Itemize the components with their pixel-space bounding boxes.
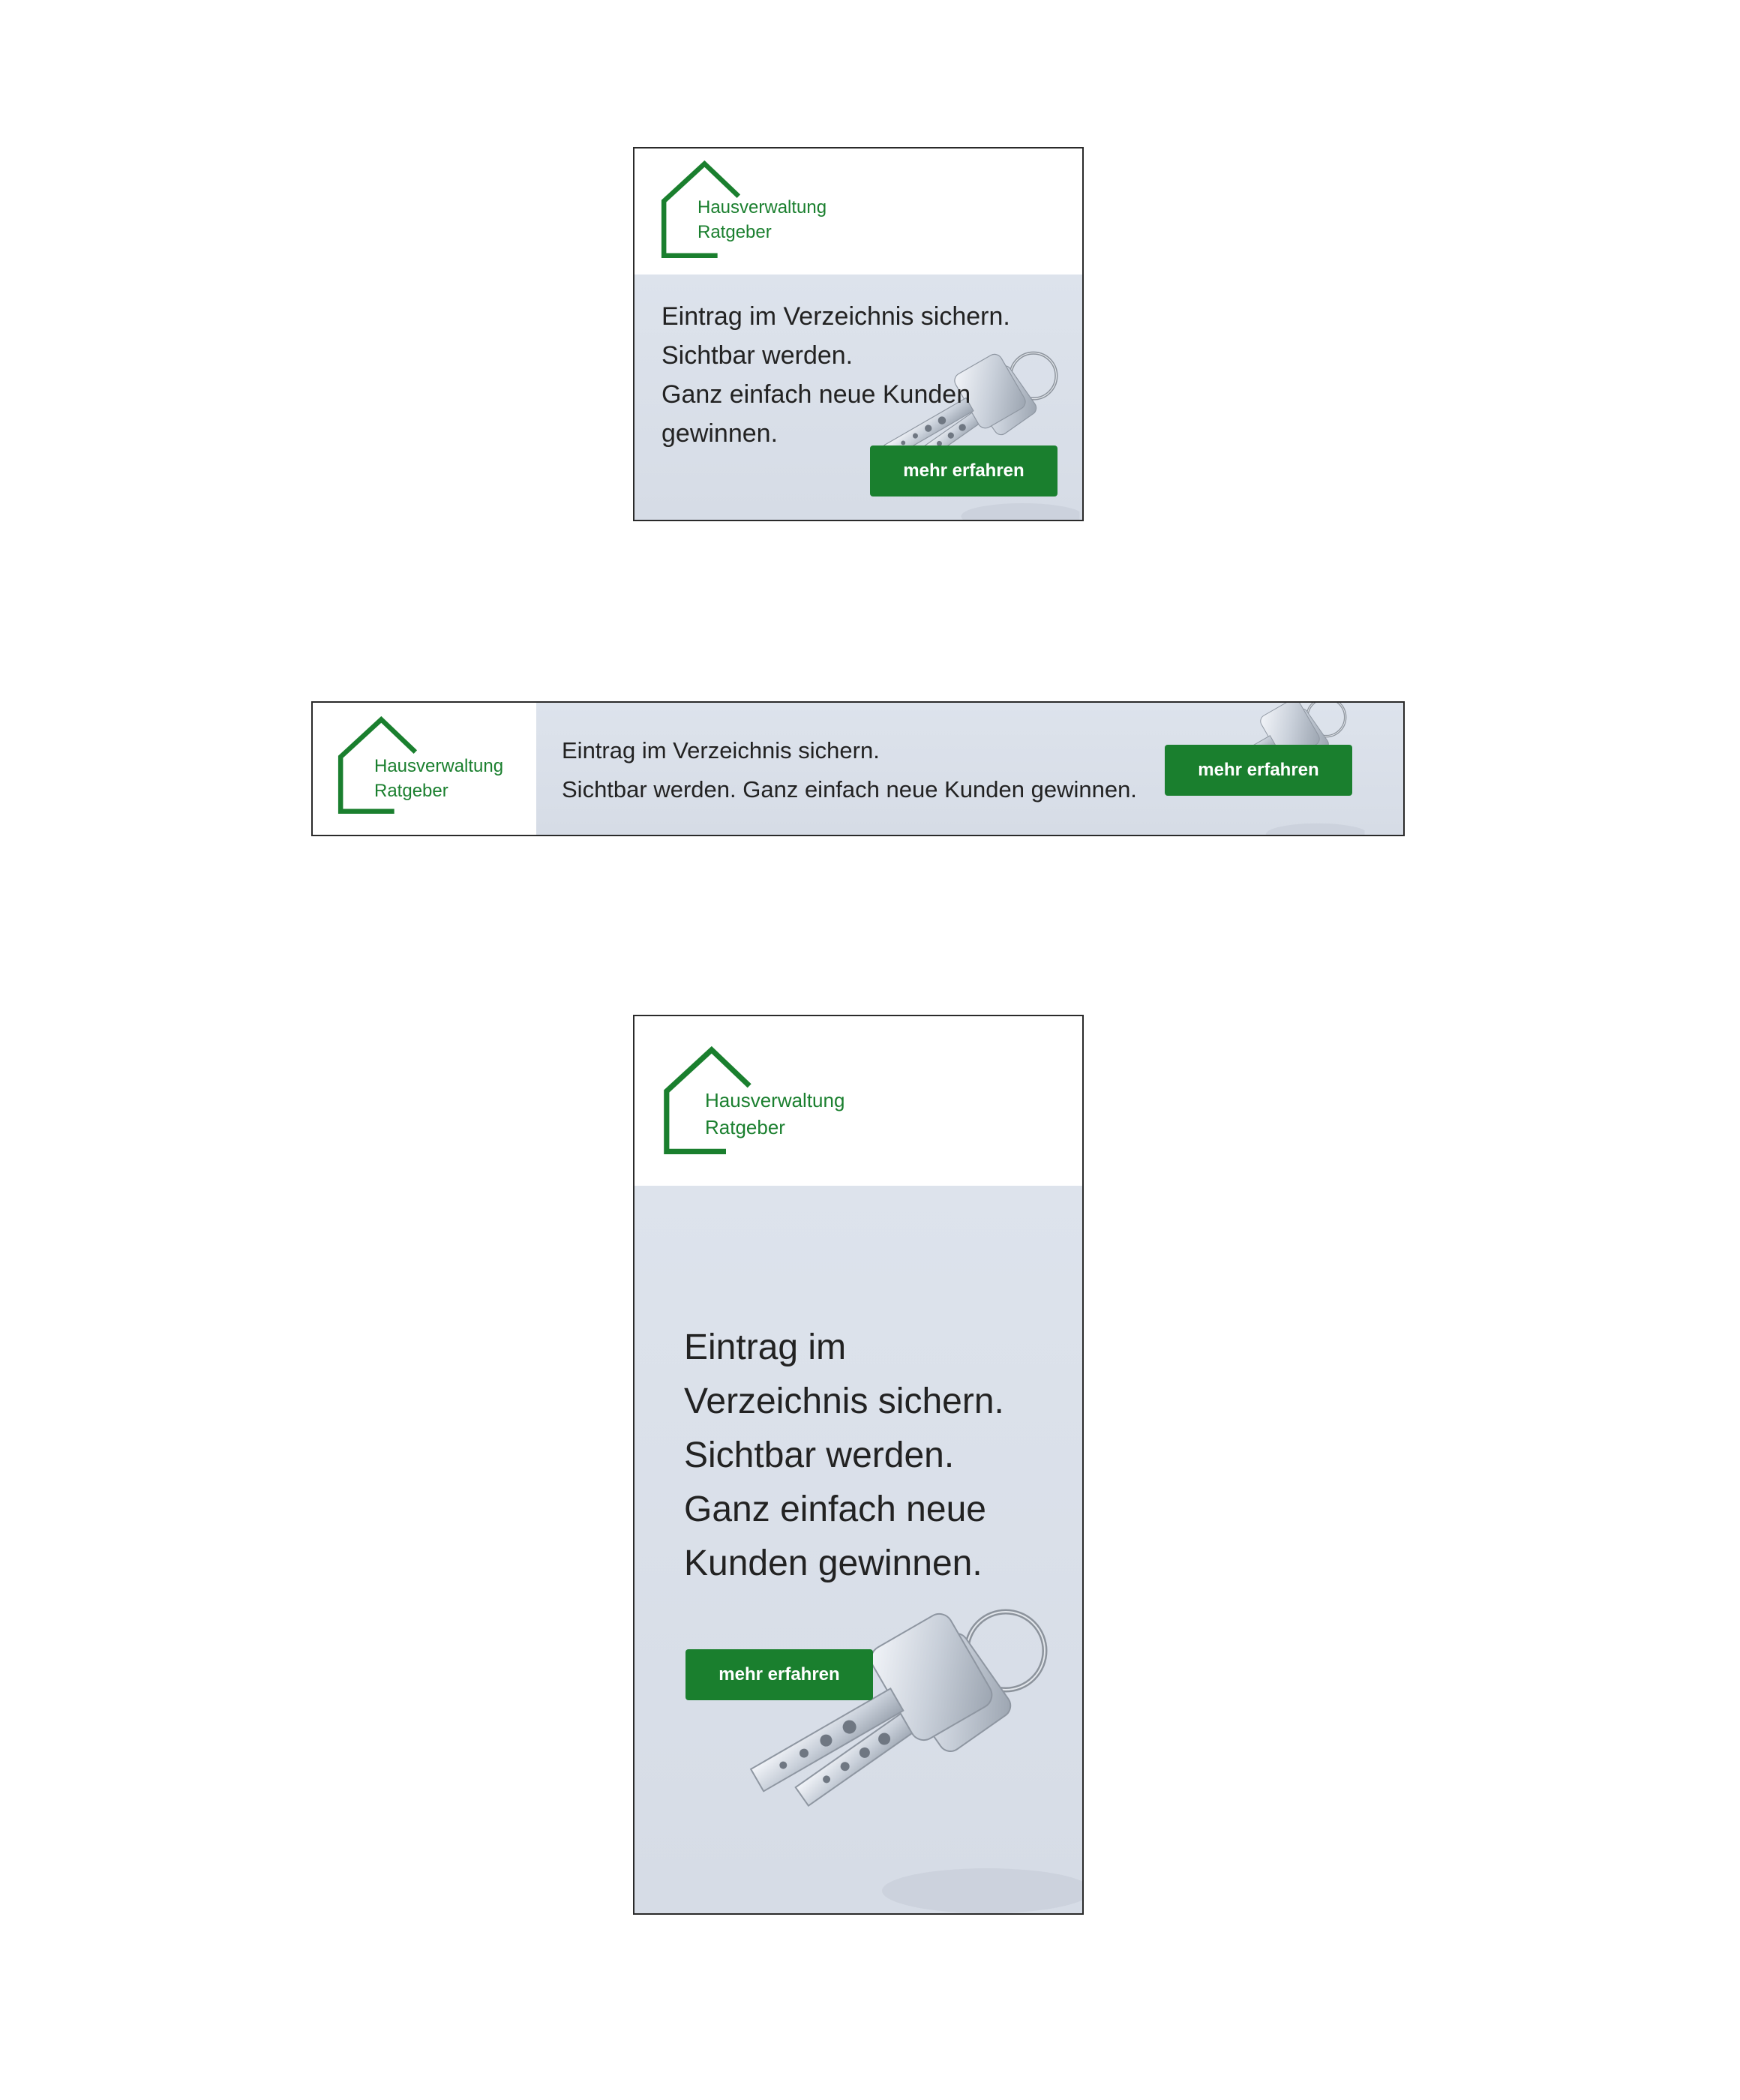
brand-logo [663, 1045, 880, 1156]
brand-line-1: Hausverwaltung [705, 1089, 845, 1112]
brand-logo [660, 160, 855, 258]
headline-line: Sichtbar werden. [684, 1436, 955, 1475]
brand-line-1: Hausverwaltung [698, 197, 827, 218]
brand-name [705, 1087, 844, 1141]
headline-line: Sichtbar werden. [662, 341, 854, 370]
brand-line-2: Ratgeber [698, 222, 772, 242]
brand-name [698, 195, 826, 244]
headline-line: gewinnen. [662, 419, 778, 448]
headline [684, 1321, 1074, 1591]
headline [562, 731, 1207, 809]
banner-skyscraper [633, 1015, 1084, 1915]
headline [662, 297, 1082, 453]
headline-line: Eintrag im Verzeichnis sichern. [562, 737, 880, 764]
mehr-erfahren-button[interactable]: mehr erfahren [1165, 745, 1352, 796]
headline-line: Ganz einfach neue Kunden [662, 380, 971, 409]
headline-line: Kunden gewinnen. [684, 1544, 982, 1583]
mehr-erfahren-button[interactable]: mehr erfahren [870, 446, 1058, 496]
content-panel [634, 1186, 1082, 1913]
brand-logo [337, 716, 532, 818]
brand-line-2: Ratgeber [374, 781, 448, 801]
headline-line: Eintrag im Verzeichnis sichern. [662, 302, 1010, 331]
banner-square [633, 147, 1084, 521]
headline-line: Ganz einfach neue [684, 1490, 986, 1529]
headline-line: Sichtbar werden. Ganz einfach neue Kunden gewinnen. [562, 776, 1137, 802]
brand-line-1: Hausverwaltung [374, 756, 504, 776]
headline-line: Eintrag im [684, 1328, 847, 1367]
brand-name [374, 754, 503, 803]
content-panel [536, 703, 1403, 835]
brand-line-2: Ratgeber [705, 1116, 785, 1138]
banner-leaderboard [311, 701, 1405, 836]
mehr-erfahren-button[interactable]: mehr erfahren [686, 1649, 873, 1700]
headline-line: Verzeichnis sichern. [684, 1382, 1004, 1421]
content-panel [634, 274, 1082, 520]
